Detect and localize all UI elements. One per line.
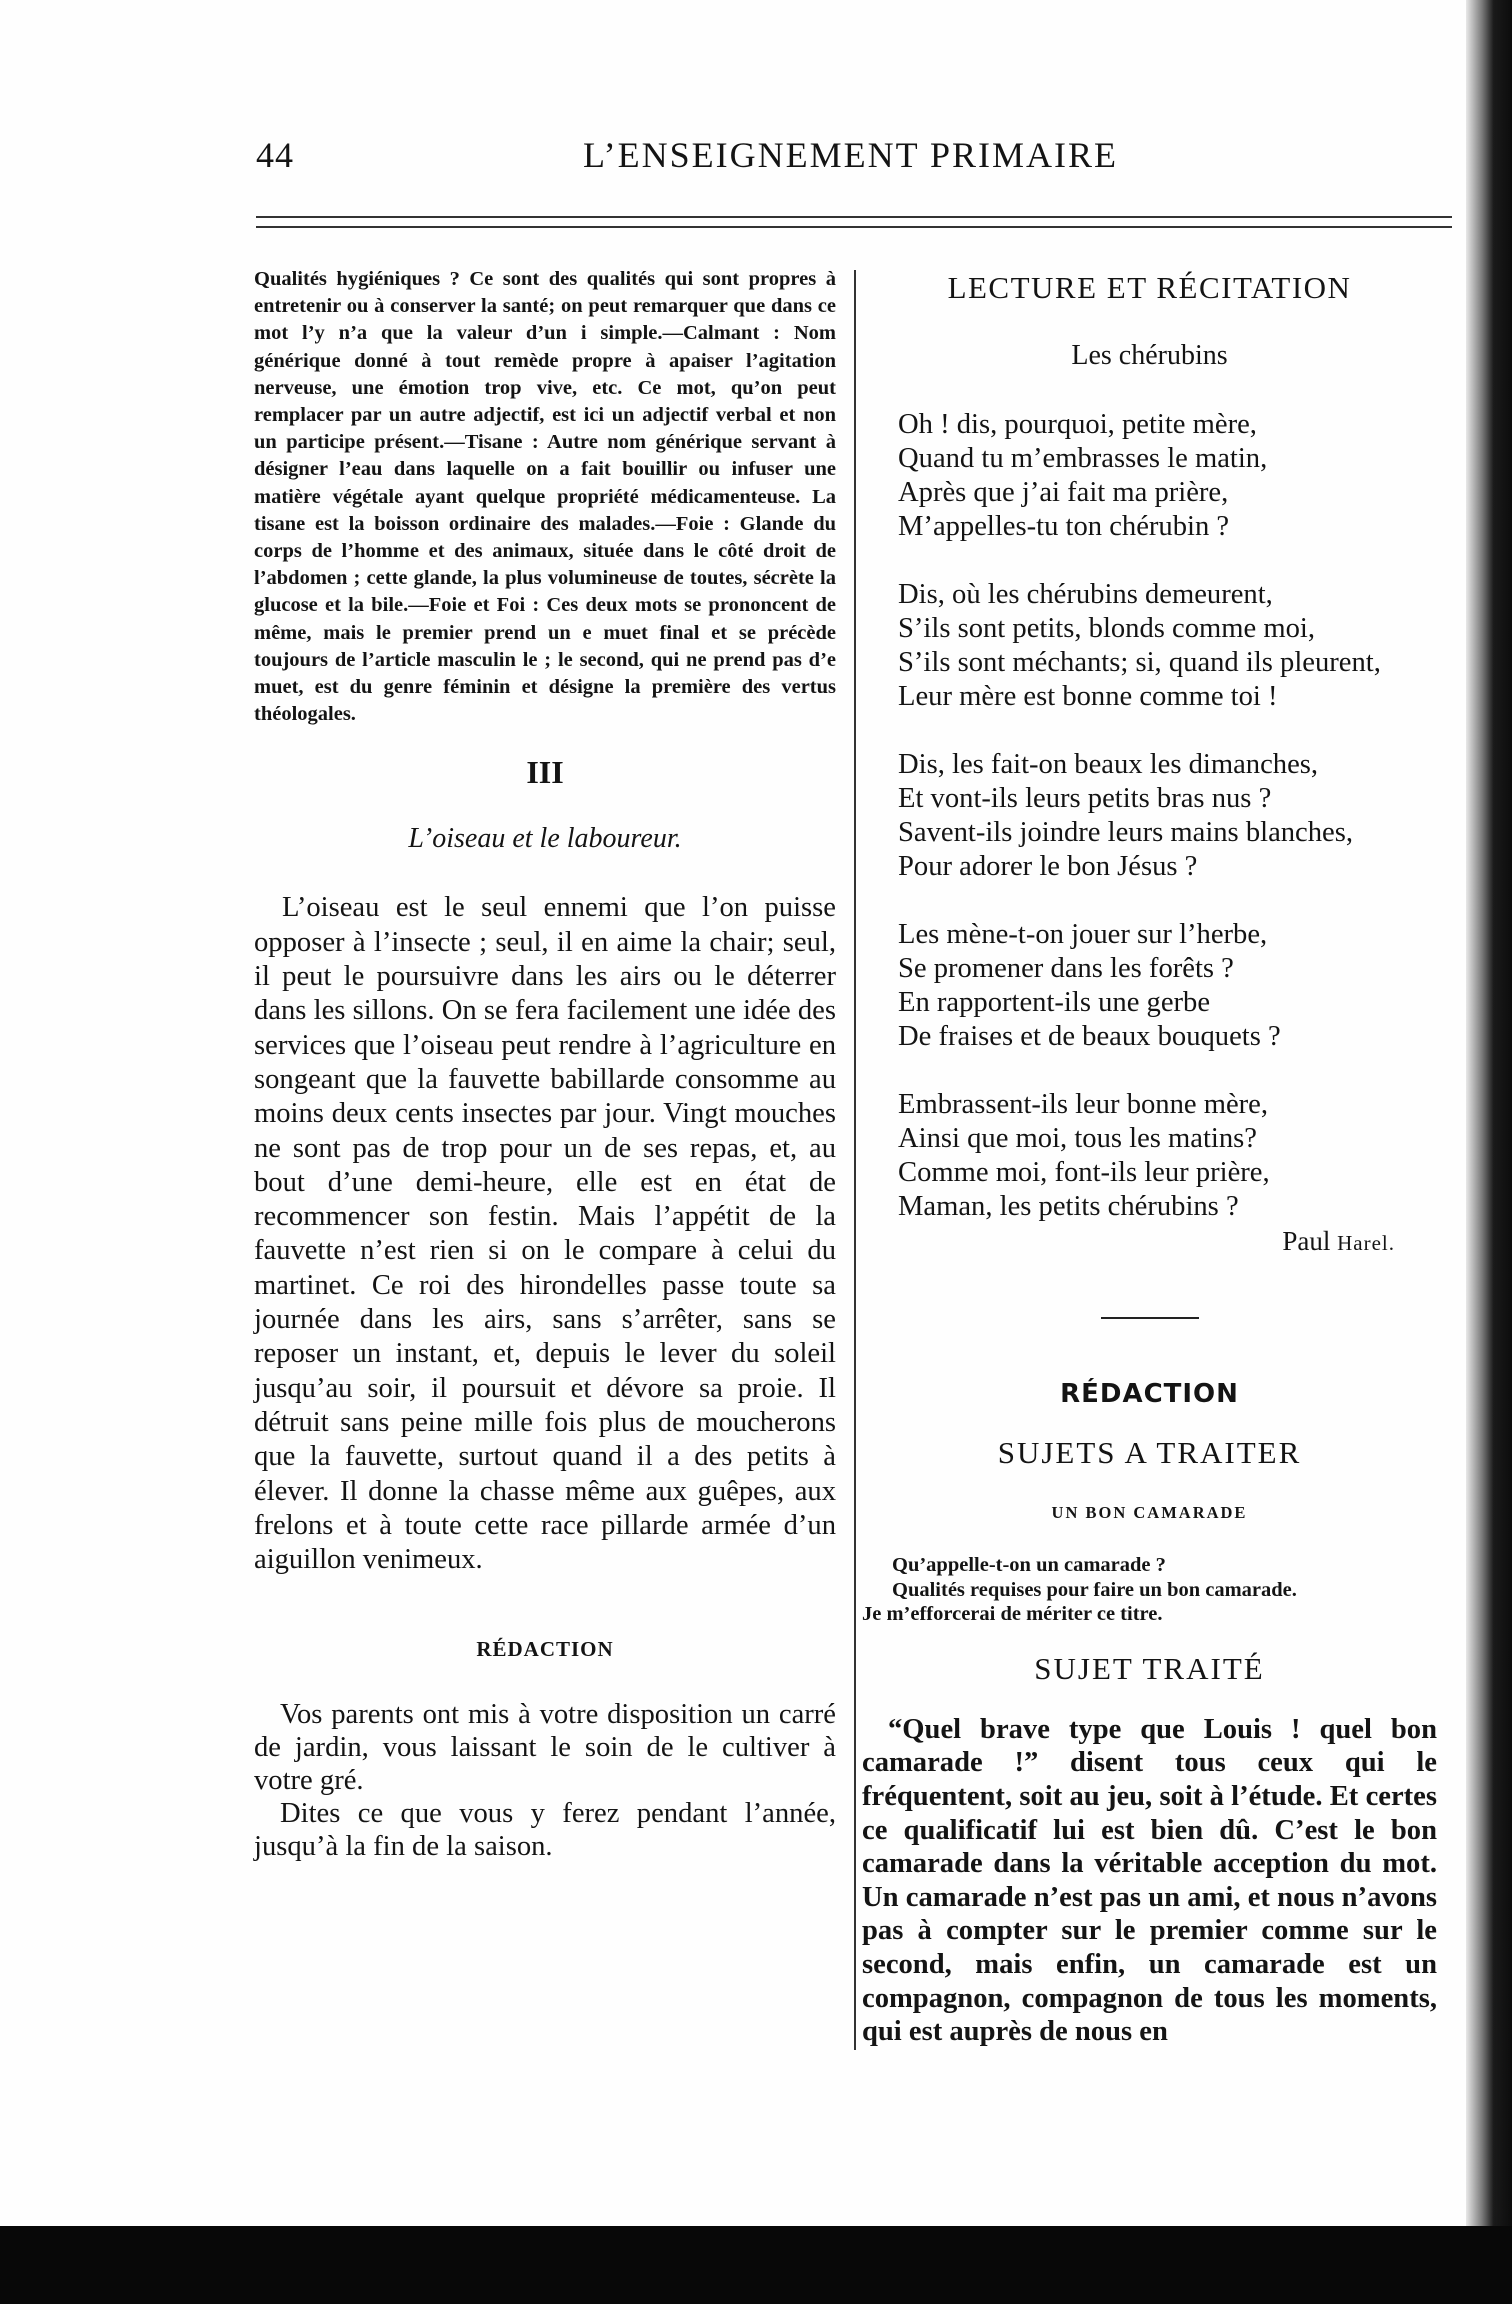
poem-line: Savent-ils joindre leurs mains blanches,	[898, 817, 1354, 848]
poem-line: Se promener dans les forêts ?	[898, 953, 1234, 984]
poem-title: Les chérubins	[1071, 340, 1228, 371]
poem-stanza	[862, 408, 1437, 544]
redaction-heading-left: RÉDACTION	[476, 1637, 614, 1662]
redaction-paragraph-1: Vos parents ont mis à votre disposition un carré de jardin, vous laissant le soin de le cultiver à votre gré.	[254, 1699, 836, 1797]
poem-line: Embrassent-ils leur bonne mère,	[898, 1089, 1269, 1120]
page-number: 44	[256, 135, 294, 175]
page-header	[256, 134, 1452, 184]
author-last-name: Harel.	[1337, 1231, 1395, 1255]
poem-line: Quand tu m’embrasses le matin,	[898, 443, 1268, 474]
poem-line: Dis, les fait-on beaux les dimanches,	[898, 749, 1319, 780]
running-title: L’ENSEIGNEMENT PRIMAIRE	[583, 135, 1119, 175]
column-divider	[854, 270, 856, 2050]
poem-line: Comme moi, font-ils leur prière,	[898, 1157, 1270, 1188]
poem-line: Et vont-ils leurs petits bras nus ?	[898, 783, 1272, 814]
redaction-heading-right: RÉDACTION	[1060, 1379, 1239, 1409]
poem-stanza	[862, 578, 1437, 714]
lecture-heading: LECTURE ET RÉCITATION	[947, 270, 1352, 305]
adjacent-page-margin	[1462, 440, 1512, 2140]
poem-line: Ainsi que moi, tous les matins?	[898, 1123, 1257, 1154]
poem-stanza	[862, 1088, 1437, 1224]
left-column	[254, 266, 836, 1863]
poem-author	[862, 1226, 1437, 1257]
poem-line: Pour adorer le bon Jésus ?	[898, 851, 1198, 882]
section-separator	[1101, 1317, 1199, 1319]
poem-stanza	[862, 918, 1437, 1054]
poem-line: S’ils sont méchants; si, quand ils pleurent,	[898, 647, 1381, 678]
essay-text: “Quel brave type que Louis ! quel bon camarade !” disent tous ceux qui le fréquentent, soit au jeu, soit à l’étude. Et certes ce qualificatif lui est bien dû. C’est le bon camarade dans la véritable acception du mot. Un camarade n’est pas un ami, et nous n’avons pas à compter sur le premier comme sur le second, mais enfin, un camarade est un compagnon, compagnon de tous les moments, qui est auprès de nous en	[862, 1713, 1437, 2048]
sujets-heading: SUJETS A TRAITER	[997, 1435, 1302, 1470]
poem-line: Dis, où les chérubins demeurent,	[898, 579, 1273, 610]
poem-stanza	[862, 748, 1437, 884]
question-line: Qu’appelle-t-on un camarade ?	[892, 1554, 1166, 1576]
redaction-paragraph-2: Dites ce que vous y ferez pendant l’année, jusqu’à la fin de la saison.	[254, 1798, 836, 1863]
poem-line: M’appelles-tu ton chérubin ?	[898, 511, 1230, 542]
right-column	[862, 266, 1437, 2049]
author-first-name: Paul	[1282, 1226, 1331, 1256]
header-rule-bottom	[256, 226, 1452, 228]
poem-line: Après que j’ai fait ma prière,	[898, 477, 1229, 508]
section-number: III	[526, 754, 564, 791]
vocabulary-notes: Qualités hygiéniques ? Ce sont des qualités qui sont propres à entretenir ou à conserver la santé; on peut remarquer que dans ce mot l’y n’a que la valeur d’un i simple.—Calmant : Nom générique donné à tout remède propre à apaiser l’agitation nerveuse, une émotion trop vive, etc. Ce mot, qu’on peut remplacer par un autre adjectif, est ici un adjectif verbal et non un participe présent.—Tisane : Autre nom générique servant à désigner l’eau dans laquelle on a fait bouillir ou infuser une matière végétale ayant quelque propriété médicamenteuse. La tisane est la boisson ordinaire des malades.—Foie : Glande du corps de l’homme et des animaux, située dans le côté droit de l’abdomen ; cette glande, la plus volumineuse de toutes, sécrète la glucose et la bile.—Foie et Foi : Ces deux mots se prononcent de même, mais le premier prend un e muet final et se précède toujours de l’article masculin le ; le second, qui ne prend pas d’e muet, est du genre féminin et désigne la première des vertus théologales.	[254, 268, 836, 726]
story-title: L’oiseau et le laboureur.	[408, 823, 682, 855]
poem-line: S’ils sont petits, blonds comme moi,	[898, 613, 1315, 644]
poem-line: De fraises et de beaux bouquets ?	[898, 1021, 1281, 1052]
header-rule-top	[256, 216, 1452, 218]
subject-title: UN BON CAMARADE	[1051, 1503, 1248, 1522]
question-line: Qualités requises pour faire un bon camarade.	[892, 1578, 1297, 1601]
poem-line: Les mène-t-on jouer sur l’herbe,	[898, 919, 1268, 950]
question-line: Je m’efforcerai de mériter ce titre.	[862, 1603, 1163, 1626]
story-text: L’oiseau est le seul ennemi que l’on puisse opposer à l’insecte ; seul, il en aime la chair; seul, il peut le poursuivre dans les airs ou le déterrer dans les sillons. On se fera facilement une idée des services que l’oiseau peut rendre à l’agriculture en songeant que la fauvette babillarde consomme au moins deux cents insectes par jour. Vingt mouches ne sont pas de trop pour un de ses repas, et, au bout d’une demi-heure, elle est en état de recommencer son festin. Mais l’appétit de la fauvette n’est rien si on le compare à celui du martinet. Ce roi des hirondelles passe toute sa journée dans les airs, sans s’arrêter, sans se reposer un instant, et, depuis le lever du soleil jusqu’au soir, il poursuit et dévore sa proie. Il détruit sans peine mille fois plus de moucherons que la fauvette, surtout quand il a des petits à élever. Il donne la chasse même aux guêpes, aux frelons et à toute cette race pillarde armée d’un aiguillon venimeux.	[254, 892, 836, 1576]
poem-line: En rapportent-ils une gerbe	[898, 987, 1211, 1018]
subject-questions	[862, 1553, 1437, 1627]
poem-line: Leur mère est bonne comme toi !	[898, 681, 1278, 712]
poem-line: Maman, les petits chérubins ?	[898, 1191, 1239, 1222]
poem-line: Oh ! dis, pourquoi, petite mère,	[898, 409, 1257, 440]
scan-bottom-edge	[0, 2226, 1512, 2304]
sujet-traite-heading: SUJET TRAITÉ	[1034, 1650, 1265, 1686]
